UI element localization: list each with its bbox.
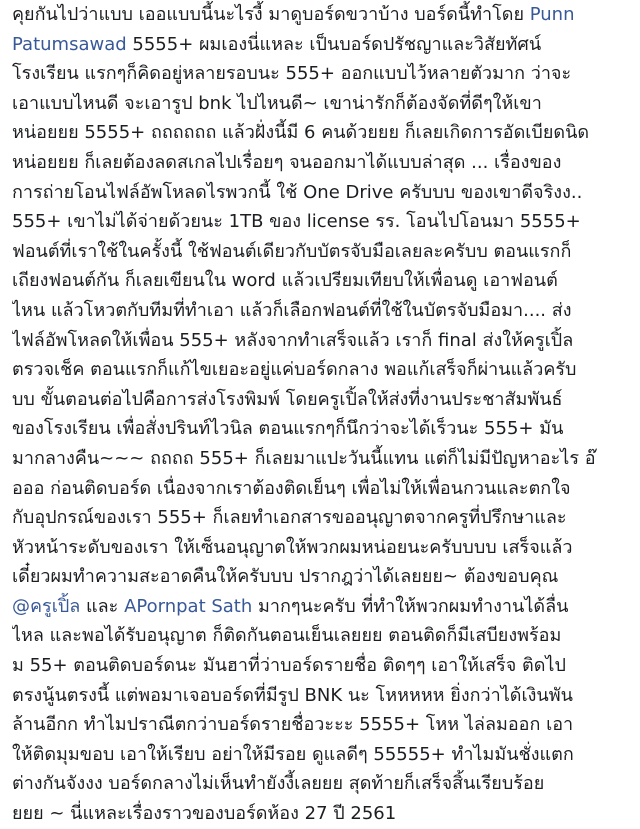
post-text-line [12,89,632,119]
post-text-line [12,503,632,533]
post-text-line [12,710,632,740]
post-text-segment: ม 55+ ตอนติดบอร์ดนะ มันฮาที่ว่าบอร์ดรายชื่อ ติดๆๆ เอาให้เสร็จ ติดไป [12,655,566,677]
post-text-line [12,474,632,504]
post-text-line [12,651,632,681]
post-text-segment: 5555+ ผมเองนี่แหละ เป็นบอร์ดปรัชญาและวิสัยทัศน์ [126,33,542,55]
post-text-line [12,30,632,60]
post-text-line [12,355,632,385]
post-text-segment: มากๆนะครับ ที่ทำให้พวกผมทำงานได้ลื่น [252,595,569,617]
post-text-segment: เอาแบบไหนดี จะเอารูป bnk ไปไหนดี~ เขาน่ารักก็ต้องจัดที่ดีๆให้เขา [12,92,542,114]
post-text-segment: ตรงนู้นตรงนี้ แต่พอมาเจอบอร์ดที่มีรูป BNK นะ โหหหหห ยิ่งกว่าได้เงินพัน [12,684,573,706]
post-text-line [12,266,632,296]
post-text-segment: ต่างกันจังงง บอร์ดกลางไม่เห็นทำยังงี้เลยยย สุดท้ายก็เสร็จสิ้นเรียบร้อย [12,773,545,795]
post-text-segment: เดี๋ยวผมทำความสะอาดคืนให้ครับบบ ปรากฎว่าได้เลยยย~ ต้องขอบคุณ [12,566,559,588]
post-text-segment: การถ่ายโอนไฟล์อัพโหลดไรพวกนี้ ใช้ One Drive ครับบบ ของเขาดีจริงง.. [12,181,583,203]
post-text-line [12,533,632,563]
post-text-line [12,444,632,474]
post-text-body [12,0,632,829]
post-text-segment: อออ ก่อนติดบอร์ด เนื่องจากเราต้องติดเย็นๆ เพื่อไม่ให้เพื่อนกวนและตกใจ [12,477,571,499]
post-text-segment: และ [80,595,125,617]
post-text-segment: บบ ขั้นตอนต่อไปคือการส่งโรงพิมพ์ โดยครูเปิ้ลให้ส่งที่งานประชาสัมพันธ์ [12,388,563,410]
post-text-line [12,118,632,148]
post-text-line [12,296,632,326]
post-text-segment: ให้ติดมุมขอบ เอาให้เรียบ อย่าให้มีรอย ดูแลดีๆ 55555+ ทำไมมันชั่งแตก [12,743,574,765]
post-text-segment: เถียงฟอนต์กัน ก็เลยเขียนใน word แล้วเปรียมเทียบให้เพื่อนดู เอาฟอนต์ [12,270,558,292]
post-text-line [12,592,632,622]
post-text-segment: มากลางคืน~~~ ถถถถ 555+ ก็เลยมาแปะวันนี้แทน แต่ก็ไม่มีปัญหาอะไร อ๊ [12,447,596,469]
post-text-line [12,326,632,356]
post-text-line [12,621,632,651]
post-text-line [12,385,632,415]
post-text-segment: ยยย ~ นี่แหละเรื่องราวของบอร์ดห้อง 27 ปี 2561 [12,803,397,825]
mention-link[interactable]: Punn [529,4,575,25]
post-text-line [12,0,632,30]
post-text-line [12,740,632,770]
post-text-line [12,681,632,711]
post-text-segment: ไหน แล้วโหวตกับทีมที่ทำเอา แล้วก็เลือกฟอนต์ที่ใช้ในบัตรจับมือมา.... ส่ง [12,299,572,321]
post-text-line [12,178,632,208]
post-text-line [12,59,632,89]
mention-link[interactable]: @ครูเปิ้ล [12,595,81,617]
post-text-segment: ไฟล์อัพโหลดให้เพื่อน 555+ หลังจากทำเสร็จแล้ว เราก็ final ส่งให้ครูเปิ้ล [12,329,574,351]
post-text-segment: หน่อยยย 5555+ ถถถถถถ แล้วฝั่งนี้มี 6 คนด้วยยย ก็เลยเกิดการอัดเบียดนิด [12,122,590,144]
post-text-segment: ตรวจเช็ค ตอนแรกก็แก้ไขเยอะอยู่แค่บอร์ดกลาง พอแก้เสร็จก็ผ่านแล้วครับ [12,359,577,381]
post-text-segment: ของโรงเรียน เพื่อสั่งปรินท์ไวนิล ตอนแรกๆก็นึกว่าจะได้เร็วนะ 555+ มัน [12,418,564,440]
post-text-line [12,207,632,237]
post-text-segment: หน่อยยย ก็เลยต้องลดสเกลไปเรื่อยๆ จนออกมาได้แบบล่าสุด ... เรื่องของ [12,151,562,173]
post-text-line [12,414,632,444]
post-text-segment: 555+ เขาไม่ได้จ่ายด้วยนะ 1TB ของ license รร. โอนไปโอนมา 5555+ [12,211,581,233]
post-text-segment: หัวหน้าระดับของเรา ให้เซ็นอนุญาตให้พวกผมหน่อยนะครับบบบ เสร็จแล้ว [12,536,573,558]
post-text-segment: ล้านอีกก ทำไมปราณีตกว่าบอร์ดรายชื่อวะะะ 5555+ โหห ไล่ลมออก เอา [12,714,574,736]
post-text-line [12,799,632,829]
mention-link[interactable]: Patumsawad [12,33,127,55]
post-text-line [12,148,632,178]
post-text-segment: ฟอนต์ที่เราใช้ในครั้งนี้ ใช้ฟอนต์เดียวกับบัตรจับมือเลยละครับบ ตอนแรกก็ [12,240,572,262]
post-text-segment: คุยกันไปว่าแบบ เออแบบนี้นะไรงี้ มาดูบอร์ดขวาบ้าง บอร์ดนี้ทำโดย [12,4,530,25]
post-text-segment: โรงเรียน แรกๆก็คิดอยู่หลายรอบนะ 555+ ออกแบบไว้หลายตัวมาก ว่าจะ [12,63,572,85]
post-text-line [12,562,632,592]
post-text-segment: ไหล และพอได้รับอนุญาต ก็ติดกันตอนเย็นเลยยย ตอนติดก็มีเสบียงพร้อม [12,625,562,647]
post-text-line [12,237,632,267]
post-text-segment: กับอุปกรณ์ของเรา 555+ ก็เลยทำเอกสารขออนุญาตจากครูที่ปรึกษาและ [12,507,567,529]
mention-link[interactable]: APornpat Sath [124,595,253,617]
